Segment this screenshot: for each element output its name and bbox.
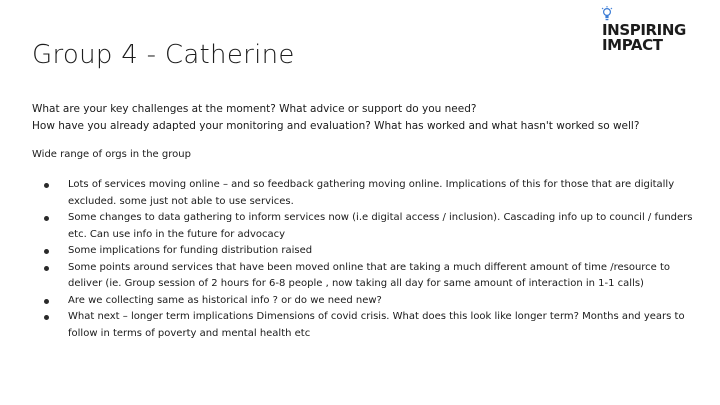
bullet-item: [36, 309, 698, 342]
bullet-item: [36, 243, 698, 260]
bullet-dot-icon: [44, 216, 49, 221]
bullet-list: [36, 177, 698, 342]
bullet-text: Some points around services that have been moved online that are taking a much different amount of time /resource to deliver (ie. Group session of 2 hours for 6-8 people , now taking all day for same amount of interaction in 1-1 calls): [68, 261, 671, 289]
bullet-text: Some changes to data gathering to inform services now (i.e digital access / inclusion). Cascading info up to council / funders etc. Can use info in the future for advocacy: [68, 212, 693, 240]
logo-text-line1: INSPIRING: [602, 21, 686, 39]
inspiring-impact-logo: [598, 6, 690, 54]
bullet-text: What next – longer term implications Dimensions of covid crisis. What does this look like longer term? Months and years to follow in terms of poverty and mental health etc: [68, 311, 685, 339]
bullet-text: Are we collecting same as historical info ? or do we need new?: [68, 294, 382, 306]
question-1: What are your key challenges at the moment? What advice or support do you need?: [32, 103, 477, 115]
bullet-text: Lots of services moving online – and so feedback gathering moving online. Implications of this for those that are digitally excluded. some just not able to use services.: [68, 179, 675, 207]
slide-title: Group 4 - Catherine: [32, 40, 295, 70]
bullet-text: Some implications for funding distribution raised: [68, 245, 313, 256]
logo-text-line2: IMPACT: [602, 36, 663, 54]
questions-block: [32, 101, 692, 135]
bullet-dot-icon: [44, 266, 49, 271]
bullet-dot-icon: [44, 299, 49, 304]
question-2: How have you already adapted your monitoring and evaluation? What has worked and what hasn't worked so well?: [32, 120, 640, 132]
bullet-dot-icon: [44, 315, 49, 320]
intro-text: Wide range of orgs in the group: [32, 149, 191, 160]
bullet-item: [36, 177, 698, 210]
bullet-dot-icon: [44, 183, 49, 188]
bullet-item: [36, 293, 698, 310]
bullet-item: [36, 260, 698, 293]
bullet-item: [36, 210, 698, 243]
bullet-dot-icon: [44, 249, 49, 254]
